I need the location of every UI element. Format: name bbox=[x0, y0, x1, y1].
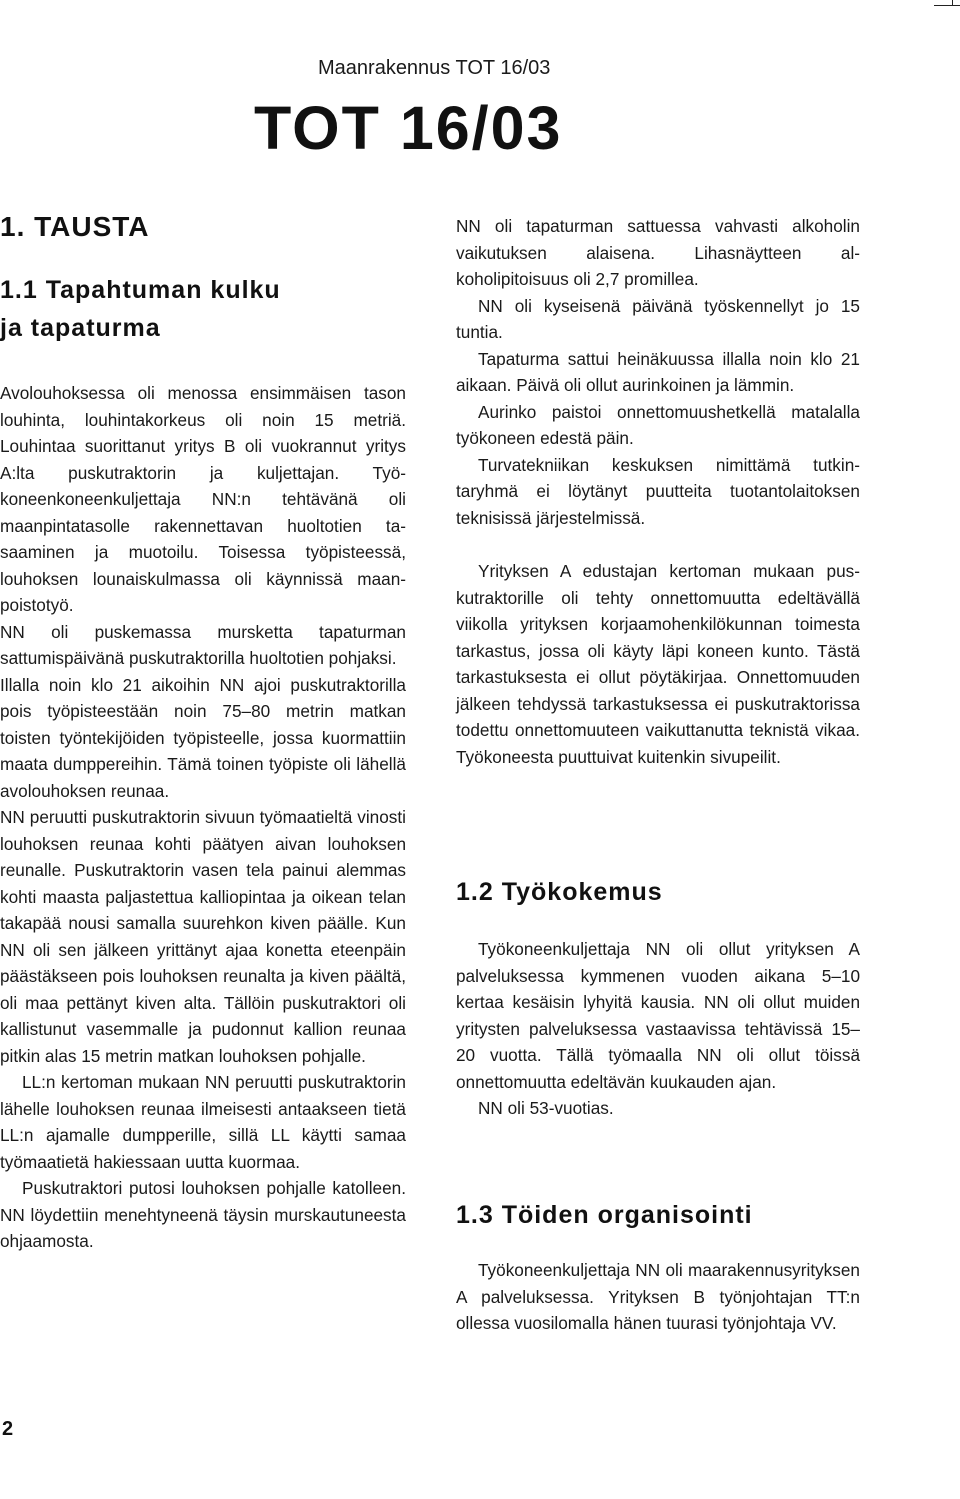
subsection-heading-1-3: 1.3 Töiden organisointi bbox=[456, 1201, 753, 1229]
crop-mark-horizontal bbox=[934, 5, 960, 6]
subsection-heading-1-1 bbox=[0, 271, 281, 347]
paragraph: LL:n kertoman mukaan NN peruutti puskutraktorin lähelle louhoksen reunaa ilmeisesti antaakseen tietä LL:n ajamalle dumpperille, sillä LL käytti samaa työmaatietä hakiessaan uutta kuormaa. bbox=[0, 1072, 406, 1172]
subsection-heading-1-2: 1.2 Työkokemus bbox=[456, 878, 663, 906]
paragraph: Tapaturma sattui heinäkuussa illalla noin klo 21 aikaan. Päivä oli ollut aurinkoinen ja lämmin. bbox=[456, 348, 860, 395]
paragraph: Aurinko paistoi onnettomuushetkellä matalalla työkoneen edestä päin. bbox=[456, 401, 860, 448]
running-header: Maanrakennus TOT 16/03 bbox=[318, 57, 551, 79]
paragraph: Avolouhoksessa oli menossa ensimmäisen tason louhinta, louhintakorkeus oli noin 15 metriä. Louhintaa suorittanut yritys B oli vuokrannut yritys A:lta puskutraktorin ja kuljettajan. Työkoneenkoneenkuljettaja NN:n tehtävänä oli maanpintatasolle rakennettavan huoltotien tasaaminen ja muotoilu. Toisessa työpisteessä, louhoksen lounaiskulmassa oli käynnissä maanpoistotyö. bbox=[0, 383, 406, 615]
paragraph: NN oli 53-vuotias. bbox=[478, 1098, 614, 1118]
paragraph: Turvatekniikan keskuksen nimittämä tutkintaryhmä ei löytänyt puutteita tuotantolaitoksen teknisissä järjestelmissä. bbox=[456, 454, 860, 528]
page-number: 2 bbox=[2, 1418, 14, 1440]
paragraph: NN oli kyseisenä päivänä työskennellyt jo 15 tuntia. bbox=[456, 295, 860, 342]
left-column bbox=[0, 380, 406, 1255]
subsection-heading-1-1-line2: ja tapaturma bbox=[0, 314, 161, 342]
right-column-bottom bbox=[456, 1257, 860, 1337]
paragraph: Illalla noin klo 21 aikoihin NN ajoi puskutraktorilla pois työpisteestään noin 75–80 metrin matkan toisten työntekijöiden työpisteelle, jossa kuormattiin maata dumppereihin. Tämä toinen työpiste oli lähellä avolouhoksen reunaa. bbox=[0, 674, 406, 801]
paragraph: NN oli tapaturman sattuessa vahvasti alkoholin vaikutuksen alaisena. Lihasnäytteen alkoholipitoisuus oli 2,7 promillea. bbox=[456, 216, 860, 289]
document-title: TOT 16/03 bbox=[254, 94, 563, 162]
section-heading-tausta: 1. TAUSTA bbox=[0, 211, 150, 242]
paragraph: Puskutraktori putosi louhoksen pohjalle katolleen. NN löydettiin menehtyneenä täysin murskautuneesta ohjaamosta. bbox=[0, 1178, 406, 1251]
right-column-top bbox=[456, 213, 860, 770]
paragraph: NN peruutti puskutraktorin sivuun työmaatieltä vinosti louhoksen reunaa kohti päätyen aivan louhoksen reunalle. Puskutraktorin vasen tela painui alemmas kohti maasta paljastettua kalliopintaa ja oikean telan takapää nousi samalla suurehkon kiven päälle. Kun NN oli sen jälkeen yrittänyt ajaa konetta eteenpäin päästäkseen pois louhoksen reunalta ja kiven päältä, oli maa pettänyt kiven alta. Tällöin puskutraktori oli kallistunut vasemmalle ja pudonnut kallion reunaa pitkin alas 15 metrin matkan louhoksen pohjalle. bbox=[0, 807, 406, 1066]
subsection-heading-1-1-line1: 1.1 Tapahtuman kulku bbox=[0, 276, 281, 304]
paragraph: Yrityksen A edustajan kertoman mukaan puskutraktorille oli tehty onnettomuutta edeltävällä viikolla yrityksen korjaamohenkilökunnan toimesta tarkastus, jossa oli käyty läpi koneen kunto. Tästä tarkastuksesta ei ollut pöytäkirjaa. Onnettomuuden jälkeen tehdyssä tarkastuksessa ei puskutraktorissa todettu onnettomuuteen vaikuttanutta teknistä vikaa. Työkoneesta puuttuivat kuitenkin sivupeilit. bbox=[456, 561, 860, 767]
paragraph: Työkoneenkuljettaja NN oli maarakennusyrityksen A palveluksessa. Yrityksen B työnjohtajan TT:n ollessa vuosilomalla hänen tuurasi työnjohtaja VV. bbox=[456, 1260, 860, 1333]
paragraph: Työkoneenkuljettaja NN oli ollut yrityksen A palveluksessa kymmenen vuoden aikana 5–10 kertaa kesäisin lyhyitä kausia. NN oli ollut muiden yritysten palveluksessa vastaavissa tehtävissä 15–20 vuotta. Tällä työmaalla NN oli ollut töissä onnettomuutta edeltävän kuukauden ajan. bbox=[456, 939, 860, 1092]
right-column-middle bbox=[456, 936, 860, 1122]
paragraph: NN oli puskemassa mursketta tapaturman sattumispäivänä puskutraktorilla huoltotien pohjaksi. bbox=[0, 621, 406, 668]
